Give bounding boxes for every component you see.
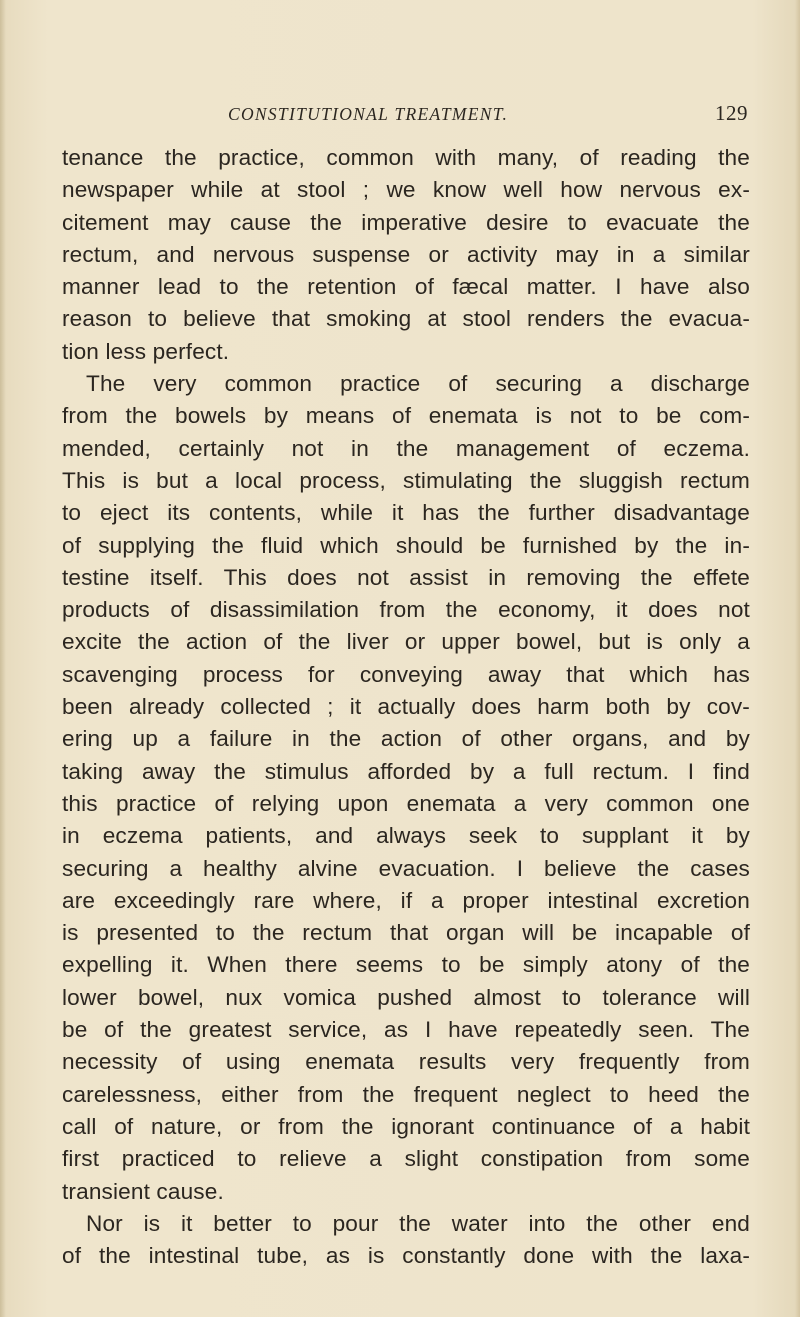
- text-line: to eject its contents, while it has the further disadvantage: [62, 500, 750, 526]
- text-line: newspaper while at stool ; we know well how nervous ex-: [62, 177, 750, 203]
- text-line: scavenging process for conveying away that which has: [62, 661, 750, 687]
- page-edge-shadow: [795, 0, 800, 1317]
- text-line: testine itself. This does not assist in removing the effete: [62, 564, 750, 590]
- text-line: of supplying the fluid which should be furnished by the in-: [62, 532, 750, 558]
- text-line: mended, certainly not in the management of eczema.: [62, 435, 750, 461]
- page-header: [62, 101, 762, 134]
- text-line: call of nature, or from the ignorant continuance of a habit: [62, 1113, 750, 1139]
- text-line: lower bowel, nux vomica pushed almost to tolerance will: [62, 984, 750, 1010]
- text-line: rectum, and nervous suspense or activity may in a similar: [62, 241, 750, 267]
- text-line: citement may cause the imperative desire to evacuate the: [62, 209, 750, 235]
- text-line: from the bowels by means of enemata is not to be com-: [62, 403, 750, 429]
- text-line: of the intestinal tube, as is constantly done with the laxa-: [62, 1243, 750, 1269]
- text-line: tenance the practice, common with many, of reading the: [62, 145, 750, 170]
- text-line: are exceedingly rare where, if a proper intestinal excretion: [62, 887, 750, 913]
- text-line: expelling it. When there seems to be simply atony of the: [62, 952, 750, 978]
- text-line: first practiced to relieve a slight constipation from some: [62, 1146, 750, 1172]
- text-line: The very common practice of securing a discharge: [86, 371, 750, 397]
- text-line: been already collected ; it actually does harm both by cov-: [62, 694, 750, 720]
- page-number: 129: [715, 101, 748, 125]
- page-gutter-shadow: [0, 0, 6, 1317]
- text-line: ering up a failure in the action of other organs, and by: [62, 726, 750, 752]
- text-line: be of the greatest service, as I have repeatedly seen. The: [62, 1017, 750, 1043]
- text-line: carelessness, either from the frequent neglect to heed the: [62, 1081, 750, 1107]
- text-line: is presented to the rectum that organ will be incapable of: [62, 920, 750, 946]
- text-line: manner lead to the retention of fæcal matter. I have also: [62, 274, 750, 300]
- text-line: transient cause.: [62, 1178, 224, 1204]
- running-head: CONSTITUTIONAL TREATMENT.: [228, 104, 509, 124]
- text-line: This is but a local process, stimulating the sluggish rectum: [62, 467, 750, 493]
- text-line: tion less perfect.: [62, 338, 230, 364]
- text-line: securing a healthy alvine evacuation. I believe the cases: [62, 855, 750, 881]
- text-line: products of disassimilation from the economy, it does not: [62, 597, 750, 623]
- text-line: taking away the stimulus afforded by a full rectum. I find: [62, 758, 750, 784]
- text-line: excite the action of the liver or upper bowel, but is only a: [62, 629, 750, 655]
- text-line: this practice of relying upon enemata a very common one: [62, 790, 750, 816]
- body-text: [62, 142, 750, 1272]
- text-line: reason to believe that smoking at stool renders the evacua-: [62, 306, 750, 332]
- text-line: Nor is it better to pour the water into the other end: [86, 1210, 750, 1236]
- text-line: necessity of using enemata results very frequently from: [62, 1049, 750, 1075]
- text-line: in eczema patients, and always seek to supplant it by: [62, 823, 750, 849]
